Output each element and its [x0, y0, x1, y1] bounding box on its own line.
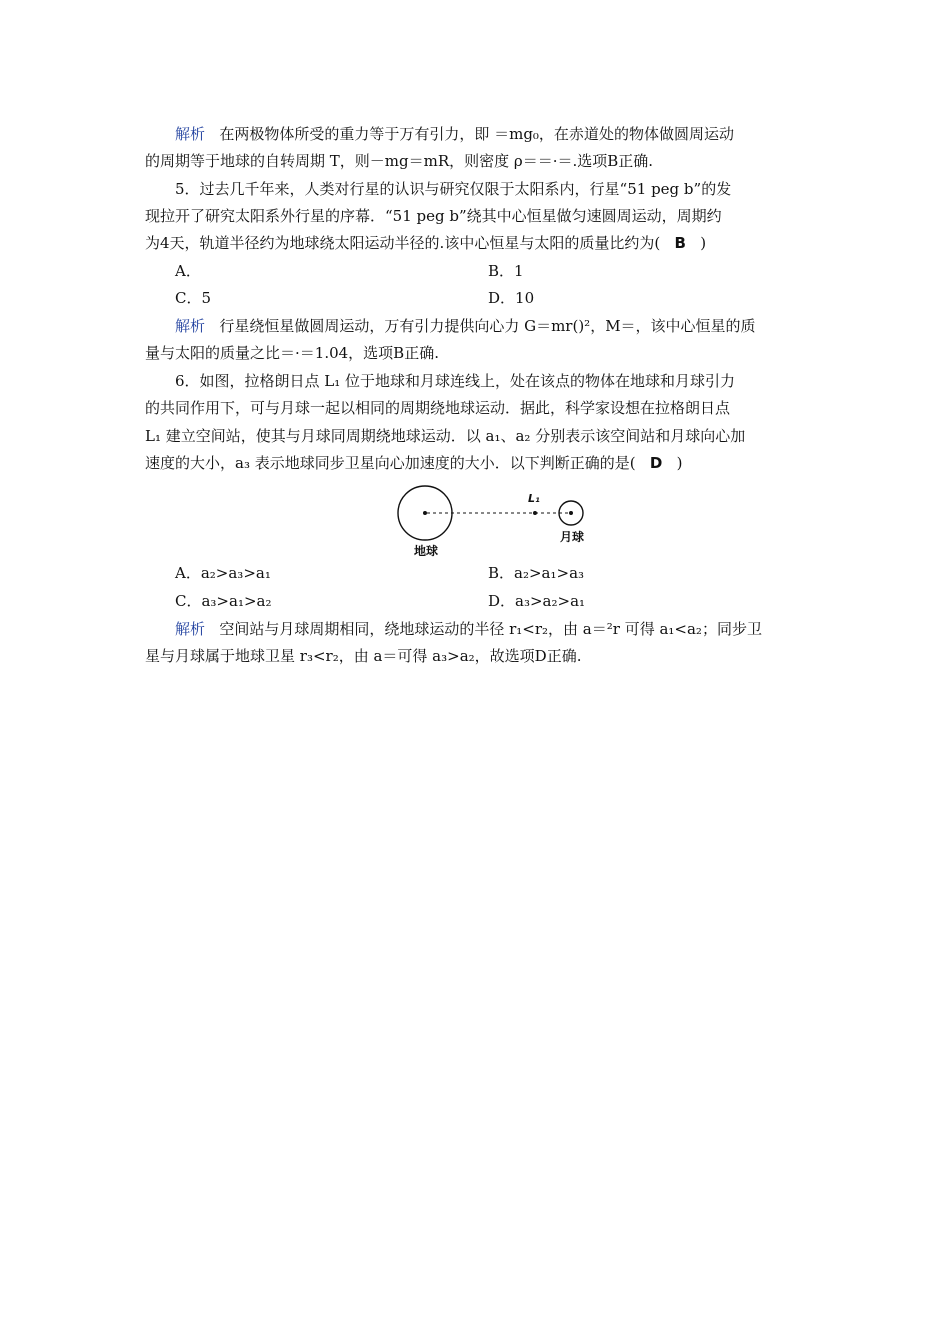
q6-answer: D — [649, 454, 663, 472]
q5-option-a: A． — [175, 262, 201, 280]
q5-answer: B — [674, 234, 686, 252]
q5-analysis-line-1 — [175, 316, 756, 336]
q6-option-a: A．a₂>a₃>a₁ — [175, 564, 271, 582]
q6-option-d: D．a₃>a₂>a₁ — [488, 592, 586, 610]
q6-close-paren: ) — [676, 454, 683, 472]
intro-line-2: 的周期等于地球的自转周期 T，则－mg＝mR，则密度 ρ＝＝·＝.选项B正确. — [145, 152, 654, 170]
q5-stem-end: 为4天，轨道半径约为地球绕太阳运动半径的.该中心恒星与太阳的质量比约为( — [145, 234, 661, 252]
analysis-label: 解析 — [175, 317, 206, 335]
analysis-label: 解析 — [175, 620, 206, 638]
analysis-label: 解析 — [175, 125, 206, 143]
q6-stem-end: 速度的大小，a₃ 表示地球同步卫星向心加速度的大小．以下判断正确的是( — [145, 454, 636, 472]
moon-center-dot — [569, 511, 573, 515]
q5-line-3 — [145, 233, 706, 253]
l1-label: L₁ — [528, 492, 540, 505]
q5-analysis-text-1: 行星绕恒星做圆周运动，万有引力提供向心力 G＝mr()²，M＝，该中心恒星的质 — [219, 317, 756, 335]
q6-option-b: B．a₂>a₁>a₃ — [488, 564, 585, 582]
q6-line-4 — [145, 453, 683, 473]
intro-text-1: 在两极物体所受的重力等于万有引力，即 ＝mg₀，在赤道处的物体做圆周运动 — [219, 125, 734, 143]
q5-analysis-line-2: 量与太阳的质量之比＝·＝1.04，选项B正确. — [145, 344, 439, 362]
earth-label: 地球 — [414, 544, 439, 558]
q5-line-1: 5．过去几千年来，人类对行星的认识与研究仅限于太阳系内，行星“51 peg b”的发 — [175, 180, 732, 198]
intro-line-1 — [175, 124, 734, 144]
q5-close-paren: ) — [700, 234, 707, 252]
q6-line-2: 的共同作用下，可与月球一起以相同的周期绕地球运动．据此，科学家设想在拉格朗日点 — [145, 399, 731, 417]
q6-analysis-line-2: 星与月球属于地球卫星 r₃<r₂，由 a＝可得 a₃>a₂，故选项D正确. — [145, 647, 582, 665]
q6-line-3: L₁ 建立空间站，使其与月球同周期绕地球运动．以 a₁、a₂ 分别表示该空间站和月球向心加 — [145, 427, 746, 445]
earth-moon-diagram — [392, 484, 592, 560]
l1-point-dot — [533, 511, 537, 515]
q6-line-1: 6．如图，拉格朗日点 L₁ 位于地球和月球连线上，处在该点的物体在地球和月球引力 — [175, 372, 736, 390]
q5-option-d: D．10 — [488, 289, 535, 307]
q6-option-c: C．a₃>a₁>a₂ — [175, 592, 272, 610]
moon-label: 月球 — [560, 530, 585, 544]
q5-line-2: 现拉开了研究太阳系外行星的序幕．“51 peg b”绕其中心恒星做匀速圆周运动，周期约 — [145, 207, 722, 225]
earth-center-dot — [423, 511, 427, 515]
q5-option-b: B．1 — [488, 262, 524, 280]
q6-analysis-line-1 — [175, 619, 762, 639]
q6-analysis-text-1: 空间站与月球周期相同，绕地球运动的半径 r₁<r₂，由 a＝²r 可得 a₁<a₂；同步卫 — [219, 620, 762, 638]
q5-option-c: C．5 — [175, 289, 212, 307]
